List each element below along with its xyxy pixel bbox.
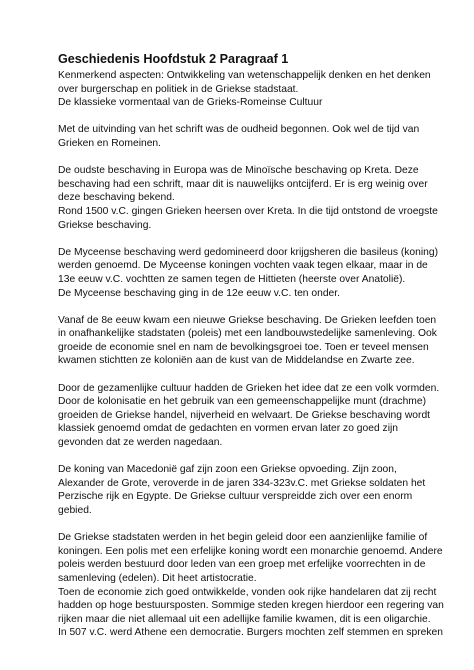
paragraph-line: De klassieke vormentaal van de Grieks-Romeinse Cultuur — [58, 97, 323, 109]
paragraph-line: gevonden dat ze werden nagedaan. — [58, 437, 223, 449]
paragraph-line: koningen. Een polis met een erfelijke koning wordt een monarchie genoemd. Andere — [58, 545, 443, 557]
paragraph-line: kwamen stichtten ze koloniën aan de kust van de Middelandse en Zwarte zee. — [58, 355, 415, 367]
paragraph-line: Met de uitvinding van het schrift was de oudheid begonnen. Ook wel de tijd van — [58, 124, 420, 136]
document-page — [58, 52, 450, 640]
paragraph-line: Griekse beschaving. — [58, 219, 152, 231]
paragraph-line: groeiden de Griekse handel, nijverheid en welvaart. De Griekse beschaving wordt — [58, 409, 431, 421]
paragraph-line: 13e eeuw v.C. vochtten ze samen tegen de Hittieten (heerste over Anatolië). — [58, 273, 406, 285]
paragraph-line: deze beschaving bekend. — [58, 192, 175, 204]
paragraph-line: De Myceense beschaving werd gedomineerd door krijgsheren die basileus (koning) — [58, 246, 439, 258]
paragraph-line: rijken maar die niet allemaal uit een adellijke familie kwamen, dit is een oligarchie. — [58, 613, 431, 625]
paragraph-line: hadden op hoge bestuursposten. Sommige steden kregen hierdoor een regering van — [58, 600, 444, 612]
paragraph-gap — [58, 450, 450, 464]
paragraph-line: werden genoemd. De Myceense koningen vochten vaak tegen elkaar, maar in de — [58, 260, 428, 272]
paragraph-line: Kenmerkend aspecten: Ontwikkeling van wetenschappelijk denken en het denken — [58, 70, 431, 81]
paragraph-line: Perzische rijk en Egypte. De Griekse cultuur verspreidde zich over een enorm — [58, 491, 413, 503]
paragraph-line: De Myceense beschaving ging in de 12e eeuw v.C. ten onder. — [58, 287, 341, 299]
paragraph-line: poleis werden bestuurd door leden van een groep met erfelijke voorrechten in de — [58, 559, 426, 571]
paragraph-line: Door de gezamenlijke cultuur hadden de Grieken het idee dat ze een volk vormden. — [58, 382, 440, 394]
paragraph-line: Alexander de Grote, veroverde in de jaren 334-323v.C. met Griekse soldaten het — [58, 477, 426, 489]
paragraph-gap — [58, 151, 450, 165]
paragraph-gap — [58, 368, 450, 382]
document-title: Geschiedenis Hoofdstuk 2 Paragraaf 1 — [58, 52, 289, 66]
paragraph-line: samenleving (edelen). Dit heet artistocratie. — [58, 572, 257, 584]
paragraph-gap — [58, 518, 450, 532]
paragraph-line: in onafhankelijke stadstaten (poleis) met een landbouwstedelijke samenleving. Ook — [58, 328, 437, 340]
paragraph-line: Toen de economie zich goed ontwikkelde, vonden ook rijke handelaren dat zij recht — [58, 586, 437, 598]
document-body — [58, 69, 450, 640]
paragraph-line: De Griekse stadstaten werden in het begin geleid door een aanzienlijke familie of — [58, 532, 428, 544]
paragraph-line: Rond 1500 v.C. gingen Grieken heersen over Kreta. In die tijd ontstond de vroegste — [58, 205, 438, 217]
paragraph-line: beschaving had een schrift, maar dit is nauwelijks ontcijferd. Er is erg weinig over — [58, 178, 428, 190]
paragraph-line: Grieken en Romeinen. — [58, 137, 162, 149]
paragraph-line: In 507 v.C. werd Athene een democratie. Burgers mochten zelf stemmen en spreken — [58, 627, 444, 639]
paragraph-gap — [58, 300, 450, 314]
paragraph-line: groeide de economie snel en nam de bevolkingsgroei toe. Toen er teveel mensen — [58, 341, 429, 353]
paragraph-line: De oudste beschaving in Europa was de Minoïsche beschaving op Kreta. Deze — [58, 165, 419, 177]
paragraph-line: over burgerschap en politiek in de Griekse stadstaat. — [58, 83, 299, 95]
paragraph-line: Door de kolonisatie en het gebruik van een gemeenschappelijke munt (drachme) — [58, 396, 427, 408]
paragraph-gap — [58, 232, 450, 246]
paragraph-line: Vanaf de 8e eeuw kwam een nieuwe Griekse beschaving. De Grieken leefden toen — [58, 314, 437, 326]
paragraph-line: De koning van Macedonië gaf zijn zoon een Griekse opvoeding. Zijn zoon, — [58, 464, 397, 476]
paragraph-line: gebied. — [58, 505, 92, 516]
paragraph-line: klassiek genoemd omdat de gedachten en vormen ervan later zo goed zijn — [58, 423, 399, 435]
paragraph-gap — [58, 110, 450, 124]
